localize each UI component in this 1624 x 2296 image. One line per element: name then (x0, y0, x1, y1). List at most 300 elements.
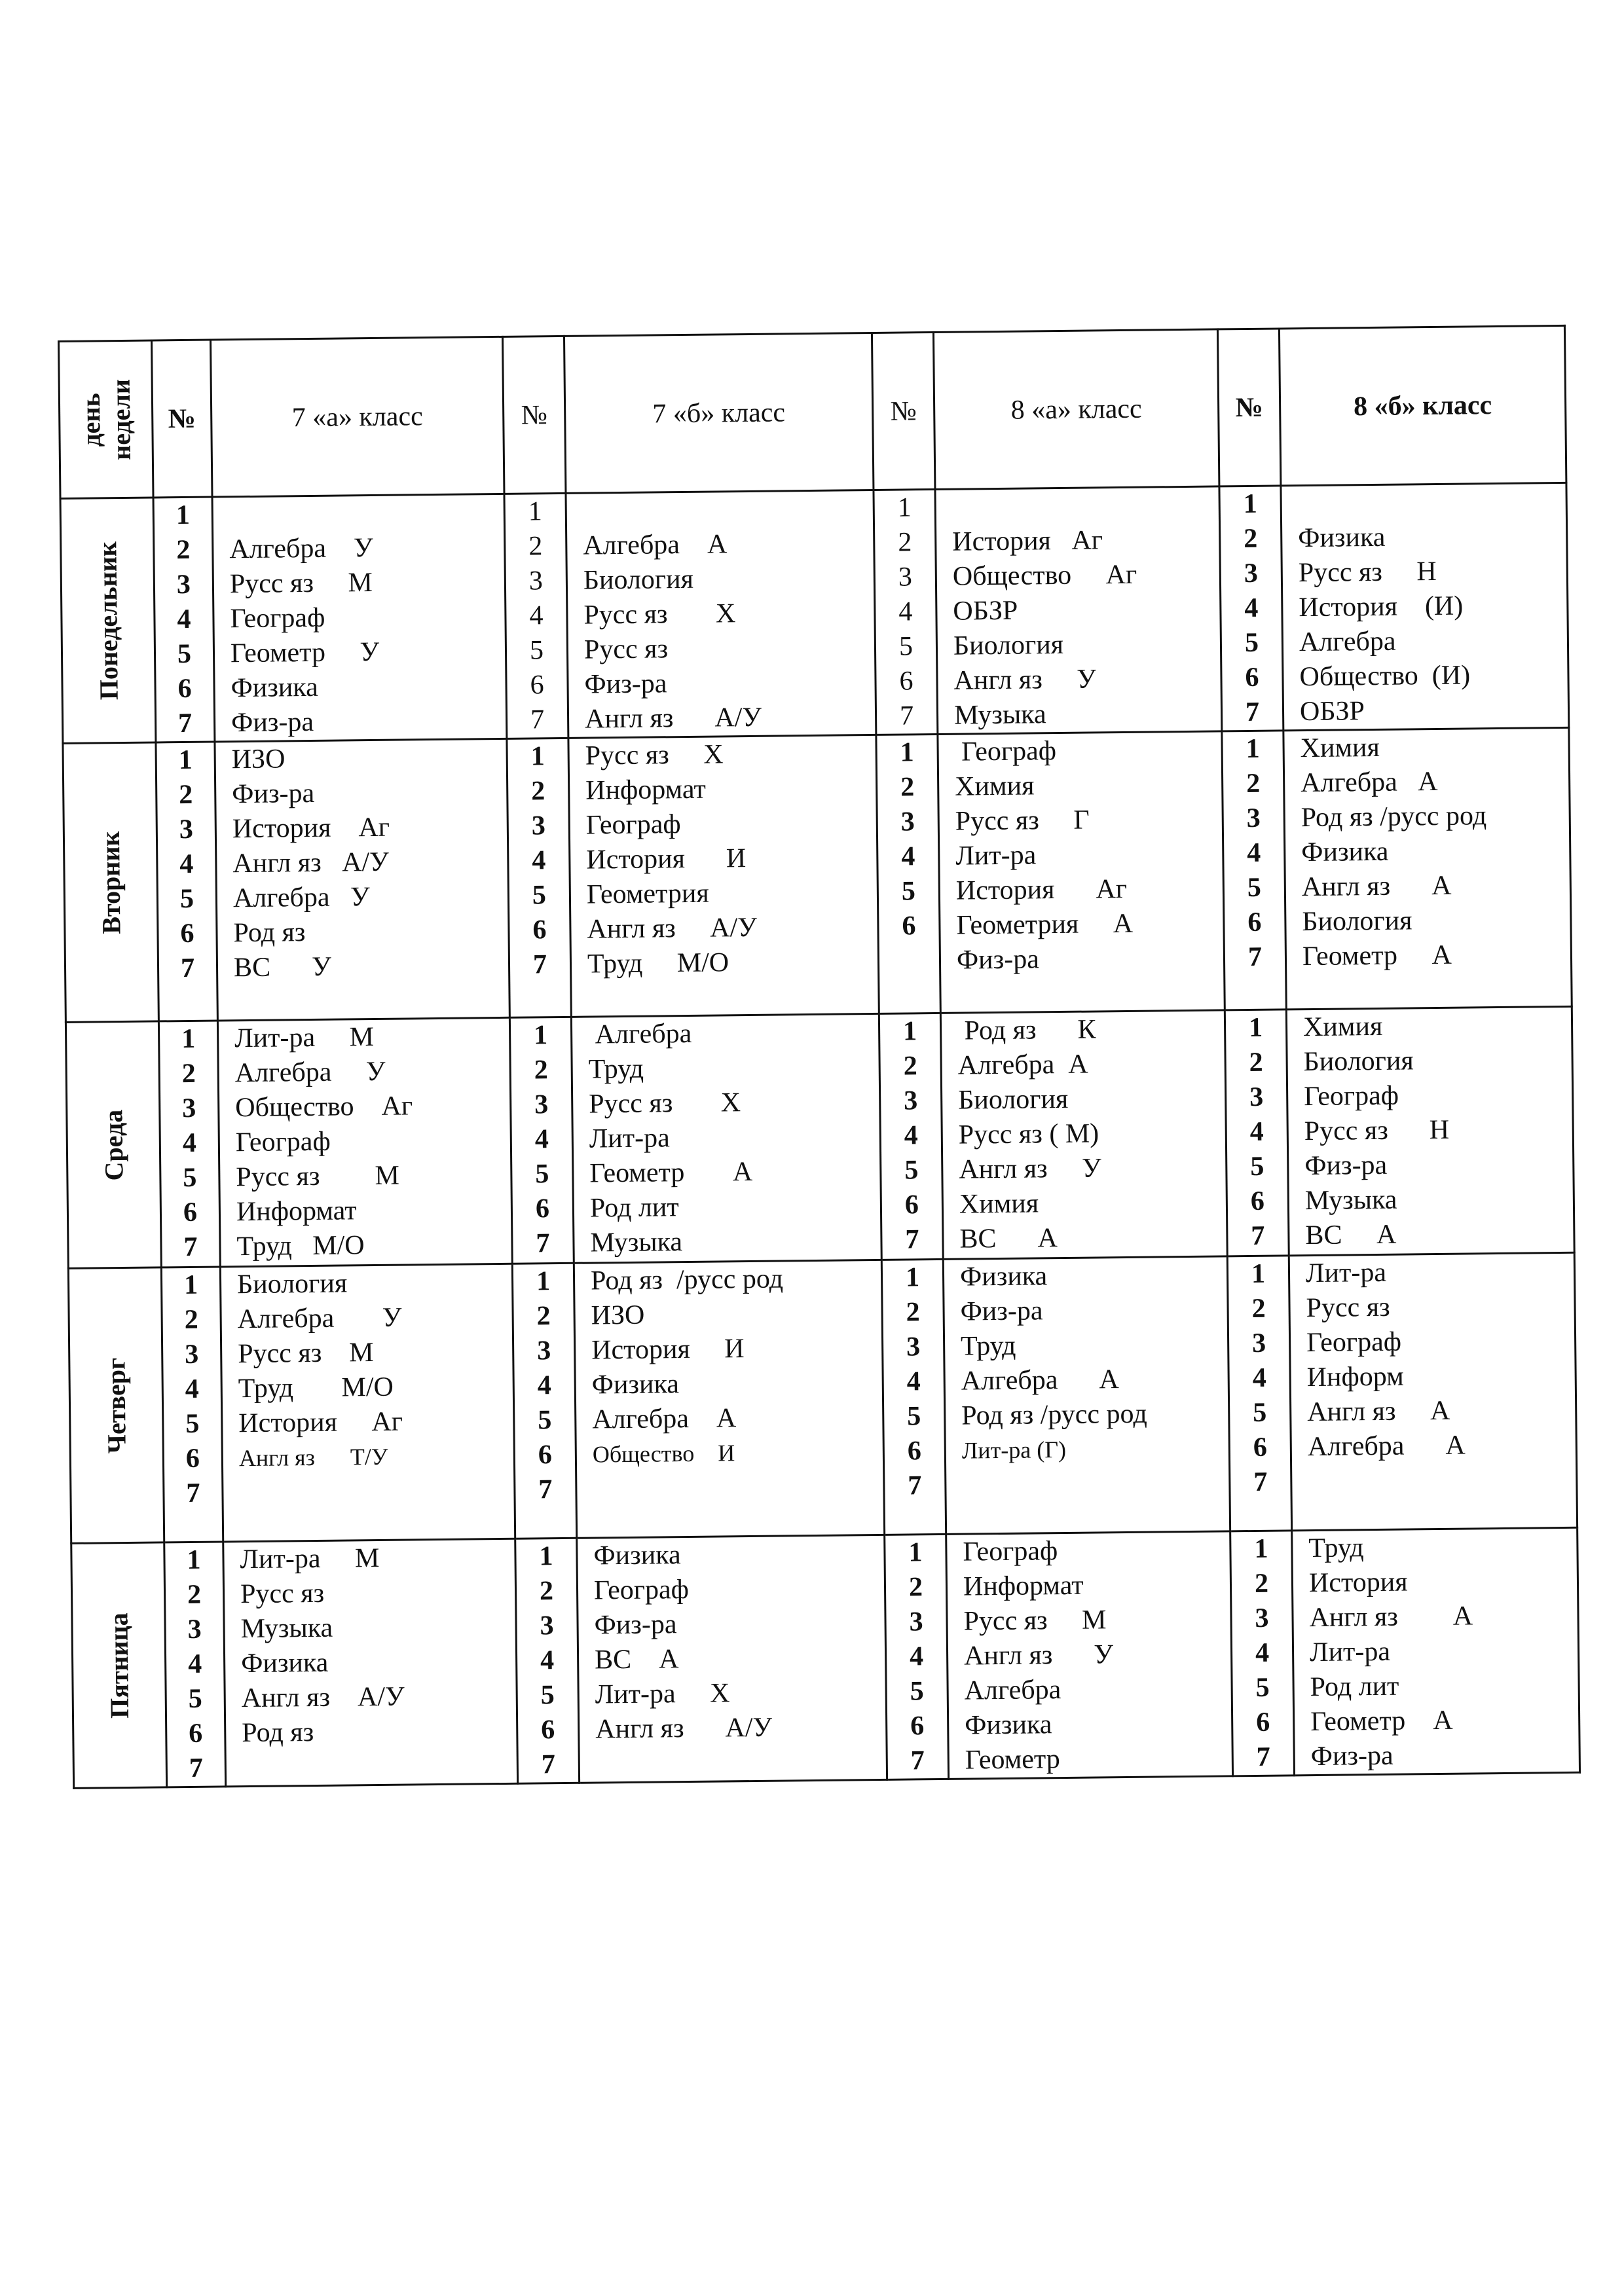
subject-entry: Русс яз Н (1304, 1114, 1450, 1147)
subject-entry: Род яз /русс род (590, 1264, 784, 1296)
lesson-number: 7 (180, 953, 195, 984)
lesson-number: 1 (1243, 488, 1257, 520)
subject-entry: ВС А (1305, 1219, 1397, 1251)
lesson-numbers-8b (1222, 731, 1286, 1010)
number-header-7b: № (502, 336, 566, 494)
lesson-number: 1 (908, 1537, 923, 1568)
lesson-number: 1 (1248, 1012, 1263, 1044)
lesson-number: 5 (904, 1155, 919, 1186)
lesson-number: 1 (1254, 1533, 1268, 1564)
subject-entry: Физ-ра (960, 1296, 1043, 1327)
subject-entry: Биология (957, 1084, 1069, 1116)
lesson-number: 6 (189, 1718, 203, 1749)
subject-entry: Географ (230, 602, 325, 634)
lesson-number: 2 (1254, 1568, 1269, 1599)
subject-entry: Род яз /русс род (1301, 801, 1487, 833)
lesson-number: 7 (1245, 697, 1260, 728)
subject-entry: История Аг (952, 525, 1103, 557)
lesson-number: 1 (530, 741, 545, 772)
lesson-number: 4 (909, 1641, 924, 1672)
lesson-number: 5 (1250, 1151, 1264, 1182)
lesson-numbers-7b (515, 1538, 580, 1783)
subject-entry: Труд М/О (236, 1230, 365, 1262)
subject-entry: Русс яз Н (1298, 556, 1437, 589)
lesson-number: 7 (899, 701, 914, 731)
lesson-numbers-8b (1219, 486, 1283, 731)
subject-entry: Физика (1298, 522, 1386, 554)
lesson-number: 4 (179, 848, 194, 880)
lesson-number: 5 (907, 1401, 921, 1432)
subjects-8b (1289, 1252, 1577, 1531)
lesson-number: 6 (177, 673, 192, 704)
lesson-numbers-7b (504, 493, 568, 738)
subject-entry: История Аг (955, 873, 1128, 906)
lesson-number: 6 (532, 915, 547, 945)
day-name-cell (71, 1542, 167, 1788)
lesson-number: 5 (1244, 627, 1259, 659)
subject-entry (227, 1748, 517, 1786)
subject-entry (1282, 484, 1566, 522)
day-name: Понедельник (92, 541, 124, 701)
lesson-number: 4 (906, 1366, 921, 1397)
subject-entry: Музыка (953, 699, 1046, 731)
subject-entry: Геометрия А (956, 908, 1134, 941)
lesson-number: 5 (1247, 872, 1262, 903)
subjects-7a (223, 1539, 518, 1787)
subject-entry: Англ яз А (1307, 1395, 1450, 1428)
lesson-number: 7 (1256, 1741, 1271, 1772)
day-name-cell (65, 1021, 161, 1268)
day-row (68, 1252, 1577, 1543)
lesson-number: 2 (898, 527, 912, 558)
subject-entry: Физика (240, 1647, 329, 1679)
lesson-number: 5 (901, 876, 916, 907)
lesson-numbers-8a (879, 1013, 943, 1260)
lesson-numbers-7a (158, 1021, 220, 1267)
subject-entry (223, 1473, 514, 1511)
lesson-number: 1 (178, 744, 193, 776)
lesson-number: 2 (528, 531, 543, 562)
lesson-number: 7 (530, 704, 545, 735)
lesson-number: 7 (536, 1228, 550, 1259)
lesson-number: 5 (1253, 1397, 1267, 1428)
lesson-number: 7 (538, 1474, 553, 1505)
lesson-number: 2 (539, 1576, 554, 1607)
day-name-cell (63, 742, 158, 1022)
lesson-number: 2 (534, 1055, 548, 1085)
lesson-number: 6 (535, 1194, 550, 1224)
subjects-8a (946, 1531, 1233, 1779)
subject-entry: Алгебра (587, 1018, 692, 1050)
lesson-number: 4 (904, 1120, 919, 1151)
lesson-number: 2 (536, 1301, 551, 1332)
subject-entry: Род яз /русс род (961, 1398, 1147, 1431)
lesson-number: 4 (1247, 837, 1261, 869)
subject-entry: Русс яз Г (955, 805, 1090, 837)
subject-entry: Общество Аг (235, 1091, 413, 1123)
lesson-number: 6 (1253, 1432, 1268, 1463)
subject-entry: Лит-ра (Г) (961, 1436, 1067, 1464)
subject-entry: Лит-ра (1305, 1257, 1387, 1289)
lesson-number: 2 (903, 1051, 917, 1082)
lesson-number: 3 (898, 562, 913, 592)
lesson-number: 4 (1252, 1362, 1266, 1393)
lesson-number: 7 (1251, 1220, 1265, 1251)
day-label-line-1: день (75, 392, 106, 447)
subject-entry: Русс яз ( М) (958, 1118, 1099, 1150)
subjects-8a (935, 486, 1222, 735)
lesson-number: 1 (1246, 733, 1260, 765)
subject-entry: Труд (588, 1053, 644, 1085)
subject-entry: Алгебра У (229, 532, 373, 565)
subjects-8b (1283, 727, 1572, 1010)
subject-entry: Англ яз А/У (587, 912, 758, 945)
subject-entry: Лит-ра (1309, 1636, 1391, 1668)
class-header-8b: 8 «б» класс (1279, 325, 1566, 486)
lesson-number: 7 (186, 1478, 200, 1509)
subject-entry: Музыка (1304, 1184, 1397, 1216)
lesson-numbers-8a (881, 1259, 946, 1535)
lesson-number: 4 (1255, 1637, 1270, 1668)
lesson-number: 3 (1244, 558, 1259, 589)
lesson-number: 6 (530, 670, 544, 701)
subject-entry: Алгебра У (232, 882, 371, 914)
lesson-number: 2 (900, 772, 915, 803)
subject-entry: История И (591, 1334, 745, 1366)
subject-entry: Физ-ра (231, 706, 314, 738)
subjects-8b (1292, 1527, 1580, 1776)
lesson-number: 6 (904, 1190, 919, 1220)
subject-entry: Физика (591, 1369, 680, 1400)
subject-entry: Род лит (589, 1192, 679, 1224)
subjects-7a (217, 1017, 512, 1267)
subject-entry: Геометрия (586, 878, 709, 910)
subject-entry: Геометр (965, 1744, 1061, 1776)
subject-entry: Физ-ра (232, 778, 315, 810)
subject-entry: Географ (235, 1126, 331, 1158)
subject-entry: Труд (1308, 1533, 1364, 1564)
lesson-number: 3 (900, 807, 915, 837)
lesson-number: 3 (1246, 803, 1261, 834)
lesson-number: 6 (1245, 662, 1259, 693)
lesson-number: 3 (179, 814, 194, 845)
lesson-number: 3 (176, 569, 191, 600)
lesson-number: 4 (537, 1370, 551, 1401)
subject-entry: Геометр А (589, 1156, 753, 1189)
subjects-7b (574, 1260, 884, 1538)
lesson-number: 6 (541, 1715, 555, 1745)
subject-entry: Род яз (242, 1717, 314, 1749)
subject-entry: Англ яз А (1309, 1601, 1473, 1633)
lesson-number: 6 (907, 1436, 922, 1467)
subject-entry: Музыка (240, 1613, 333, 1645)
subject-entry: Алгебра А (1300, 766, 1438, 799)
lesson-number: 7 (910, 1745, 925, 1776)
subject-entry: Физика (1301, 836, 1389, 868)
day-row (65, 1006, 1574, 1268)
subject-entry: Труд М/О (238, 1372, 394, 1404)
day-of-week-header (59, 340, 154, 498)
lesson-number: 5 (183, 1162, 197, 1194)
lesson-number: 3 (1249, 1082, 1264, 1113)
subject-entry: Общество Аг (952, 559, 1137, 592)
subject-entry: Труд М/О (587, 947, 729, 979)
header-row (59, 325, 1566, 498)
subject-entry: ВС У (233, 951, 332, 983)
subject-entry: Информат (585, 774, 707, 806)
subject-entry: Русс яз М (229, 567, 373, 600)
lesson-number: 7 (541, 1749, 556, 1780)
lesson-number: 5 (529, 635, 544, 666)
subjects-7a (215, 738, 509, 1021)
subject-entry: Лит-ра (955, 840, 1037, 871)
subjects-7b (571, 1013, 881, 1263)
subject-entry: Лит-ра Х (595, 1678, 730, 1710)
lesson-number: 6 (899, 666, 913, 697)
lesson-number: 3 (182, 1093, 196, 1124)
lesson-number: 6 (180, 918, 194, 949)
subject-entry: ВС А (594, 1644, 679, 1675)
lesson-number: 1 (539, 1541, 553, 1572)
class-header-7a: 7 «а» класс (211, 337, 504, 497)
lesson-number: 3 (187, 1614, 202, 1645)
lesson-number: 2 (1244, 523, 1258, 555)
lesson-numbers-7a (161, 1267, 223, 1542)
subject-entry (946, 1465, 1229, 1503)
lesson-number: 6 (910, 1711, 925, 1741)
subject-entry: Географ (585, 809, 681, 841)
lesson-number: 2 (908, 1572, 923, 1603)
subject-entry: Географ (954, 736, 1057, 767)
lesson-number: 2 (1249, 1047, 1263, 1078)
subject-entry: Физика (959, 1261, 1048, 1292)
subject-entry: Англ яз А/У (241, 1681, 405, 1714)
lesson-numbers-7b (509, 1017, 574, 1264)
day-row (71, 1527, 1580, 1788)
day-name-cell (68, 1267, 164, 1543)
day-row (60, 483, 1569, 743)
lesson-number: 1 (1251, 1258, 1266, 1289)
lesson-number: 6 (1255, 1707, 1270, 1738)
subject-entry: Химия (959, 1188, 1039, 1220)
subjects-7b (577, 1535, 887, 1783)
subject-entry: Физика (593, 1540, 681, 1571)
lesson-number: 5 (535, 1159, 549, 1190)
lesson-number: 5 (1255, 1672, 1270, 1703)
lesson-numbers-8a (876, 734, 940, 1013)
subject-entry: История (И) (1299, 591, 1464, 623)
day-name: Вторник (95, 830, 126, 934)
subject-entry: Физ-ра (1304, 1150, 1388, 1182)
lesson-numbers-8a (874, 489, 938, 735)
subject-entry: Русс яз М (963, 1605, 1107, 1637)
subject-entry: Англ яз А/У (232, 847, 390, 879)
class-header-8a: 8 «а» класс (933, 329, 1219, 490)
subject-entry: Геометр А (1310, 1705, 1453, 1738)
subjects-8b (1286, 1006, 1574, 1256)
subject-entry: Русс яз (240, 1578, 325, 1610)
lesson-number: 4 (185, 1374, 200, 1405)
subject-entry: Географ (963, 1536, 1058, 1567)
lesson-number: 7 (1247, 941, 1263, 973)
subject-entry: Информат (236, 1195, 357, 1228)
lesson-number: 4 (529, 600, 544, 631)
subject-entry: Алгебра А (1307, 1430, 1466, 1463)
subject-entry: Химия (1300, 732, 1380, 764)
subject-entry: Биология (1302, 905, 1412, 938)
lesson-number: 2 (1246, 768, 1261, 799)
subjects-8b (1281, 483, 1569, 731)
lesson-number: 7 (532, 949, 547, 980)
lesson-numbers-8b (1230, 1531, 1295, 1776)
lesson-number: 6 (538, 1440, 553, 1470)
subject-entry: Геометр У (230, 636, 380, 669)
lesson-number: 3 (909, 1607, 923, 1637)
lesson-number: 2 (531, 776, 545, 807)
subject-entry: Русс яз Х (589, 1087, 741, 1120)
number-header-7a: № (152, 340, 213, 498)
lesson-number: 5 (898, 631, 913, 662)
lesson-number: 5 (188, 1683, 202, 1715)
number-header-8a: № (872, 332, 935, 490)
lesson-number: 7 (177, 708, 193, 739)
subject-entry: Химия (1302, 1011, 1383, 1043)
lesson-number: 7 (1253, 1467, 1268, 1497)
lesson-number: 6 (185, 1443, 200, 1474)
subject-entry: ОБЗР (953, 595, 1018, 627)
lesson-number: 2 (184, 1304, 198, 1336)
subject-entry: Англ яз А (1301, 870, 1452, 903)
subject-entry: Англ яз У (953, 664, 1097, 696)
subject-entry (213, 495, 504, 533)
lesson-number: 6 (1247, 907, 1262, 938)
subject-entry (936, 487, 1219, 525)
lesson-number: 5 (910, 1676, 924, 1707)
lesson-numbers-7b (507, 738, 571, 1017)
lesson-number: 4 (540, 1645, 555, 1676)
lesson-number: 3 (531, 811, 546, 841)
lesson-number: 3 (528, 566, 544, 596)
subject-entry (1292, 1462, 1576, 1500)
subject-entry: Русс яз М (237, 1338, 374, 1370)
lesson-number: 5 (177, 638, 192, 670)
lesson-number: 6 (1250, 1186, 1265, 1216)
subject-entry: Физ-ра (1310, 1740, 1393, 1772)
lesson-number: 1 (902, 1016, 917, 1047)
subjects-8a (938, 731, 1225, 1013)
subject-entry (567, 491, 874, 529)
lesson-number: 3 (534, 1089, 549, 1120)
subject-entry: Русс яз Х (585, 739, 724, 771)
subject-entry: Алгебра А (961, 1364, 1119, 1396)
subject-entry: Геометр А (1302, 939, 1452, 972)
subject-entry: Географ (1306, 1326, 1402, 1358)
lesson-number: 1 (187, 1544, 201, 1576)
subject-entry: Музыка (590, 1227, 683, 1258)
lesson-number: 1 (897, 492, 912, 523)
subject-entry: Труд (960, 1330, 1016, 1362)
subject-entry: Биология (583, 564, 694, 596)
lesson-number: 2 (176, 534, 191, 566)
lesson-number: 2 (906, 1297, 920, 1328)
subject-entry (577, 1469, 883, 1507)
lesson-number: 7 (905, 1224, 919, 1255)
lesson-number: 6 (902, 911, 916, 941)
day-row (63, 727, 1572, 1022)
subject-entry: Алгебра А (583, 529, 728, 561)
number-header-8b: № (1217, 329, 1281, 486)
lesson-number: 5 (185, 1408, 200, 1440)
subject-entry: Биология (1303, 1046, 1414, 1078)
subject-entry: История Аг (238, 1406, 403, 1439)
subject-entry: Алгебра А (957, 1049, 1088, 1081)
lesson-number: 7 (908, 1470, 922, 1501)
subject-entry: Информ (1306, 1361, 1404, 1393)
subject-entry: Биология (953, 629, 1064, 661)
subject-entry: ВС А (959, 1223, 1058, 1254)
lesson-number: 2 (181, 1058, 196, 1089)
lesson-number: 2 (187, 1579, 202, 1611)
subject-entry: Химия (954, 771, 1035, 802)
subject-entry: Русс яз (583, 634, 669, 665)
subject-entry: История (1308, 1567, 1408, 1599)
lesson-number: 2 (1251, 1293, 1266, 1324)
subjects-8a (943, 1256, 1230, 1535)
subject-entry: Физика (231, 672, 318, 704)
lesson-number: 3 (1251, 1328, 1266, 1358)
day-name: Среда (98, 1109, 128, 1181)
subject-entry: Общество И (592, 1440, 735, 1468)
subject-entry: ИЗО (231, 744, 286, 775)
subject-entry (580, 1744, 887, 1782)
subject-entry: Общество (И) (1299, 660, 1471, 693)
lesson-numbers-7a (156, 742, 217, 1021)
subjects-8a (940, 1010, 1227, 1260)
lesson-number: 1 (528, 496, 543, 527)
lesson-number: 4 (182, 1127, 197, 1159)
subject-entry: Лит-ра М (240, 1542, 380, 1575)
lesson-number: 4 (534, 1124, 549, 1155)
subject-entry: Русс яз (1306, 1292, 1390, 1324)
lesson-number: 3 (906, 1332, 921, 1362)
lesson-number: 3 (1255, 1603, 1269, 1633)
lesson-number: 4 (187, 1649, 202, 1680)
subject-entry: Англ яз А/У (584, 702, 762, 735)
subject-entry: Род лит (1310, 1671, 1399, 1703)
subject-entry: Алгебра (964, 1675, 1061, 1706)
subject-entry: Русс яз М (236, 1160, 400, 1193)
lesson-number: 1 (536, 1266, 551, 1297)
lesson-number: 7 (183, 1231, 198, 1263)
subjects-7b (568, 735, 879, 1017)
subject-entry: Род яз К (957, 1014, 1096, 1046)
lesson-number: 5 (538, 1405, 552, 1436)
lesson-number: 1 (183, 1269, 198, 1301)
subject-entry: Физика (964, 1709, 1052, 1741)
subject-entry: Лит-ра (589, 1123, 671, 1154)
class-header-7b: 7 «б» класс (564, 333, 873, 493)
lesson-number: 4 (1249, 1116, 1264, 1147)
lesson-numbers-8b (1225, 1010, 1289, 1256)
subject-entry: Географ (1303, 1080, 1399, 1112)
subject-entry: ИЗО (591, 1300, 645, 1331)
day-name: Пятница (103, 1612, 134, 1719)
lesson-number: 4 (177, 604, 191, 635)
subject-entry: История Аг (232, 812, 390, 845)
subject-entry: Алгебра А (592, 1403, 737, 1435)
lesson-number: 4 (901, 841, 915, 872)
lesson-number: 3 (540, 1611, 554, 1641)
